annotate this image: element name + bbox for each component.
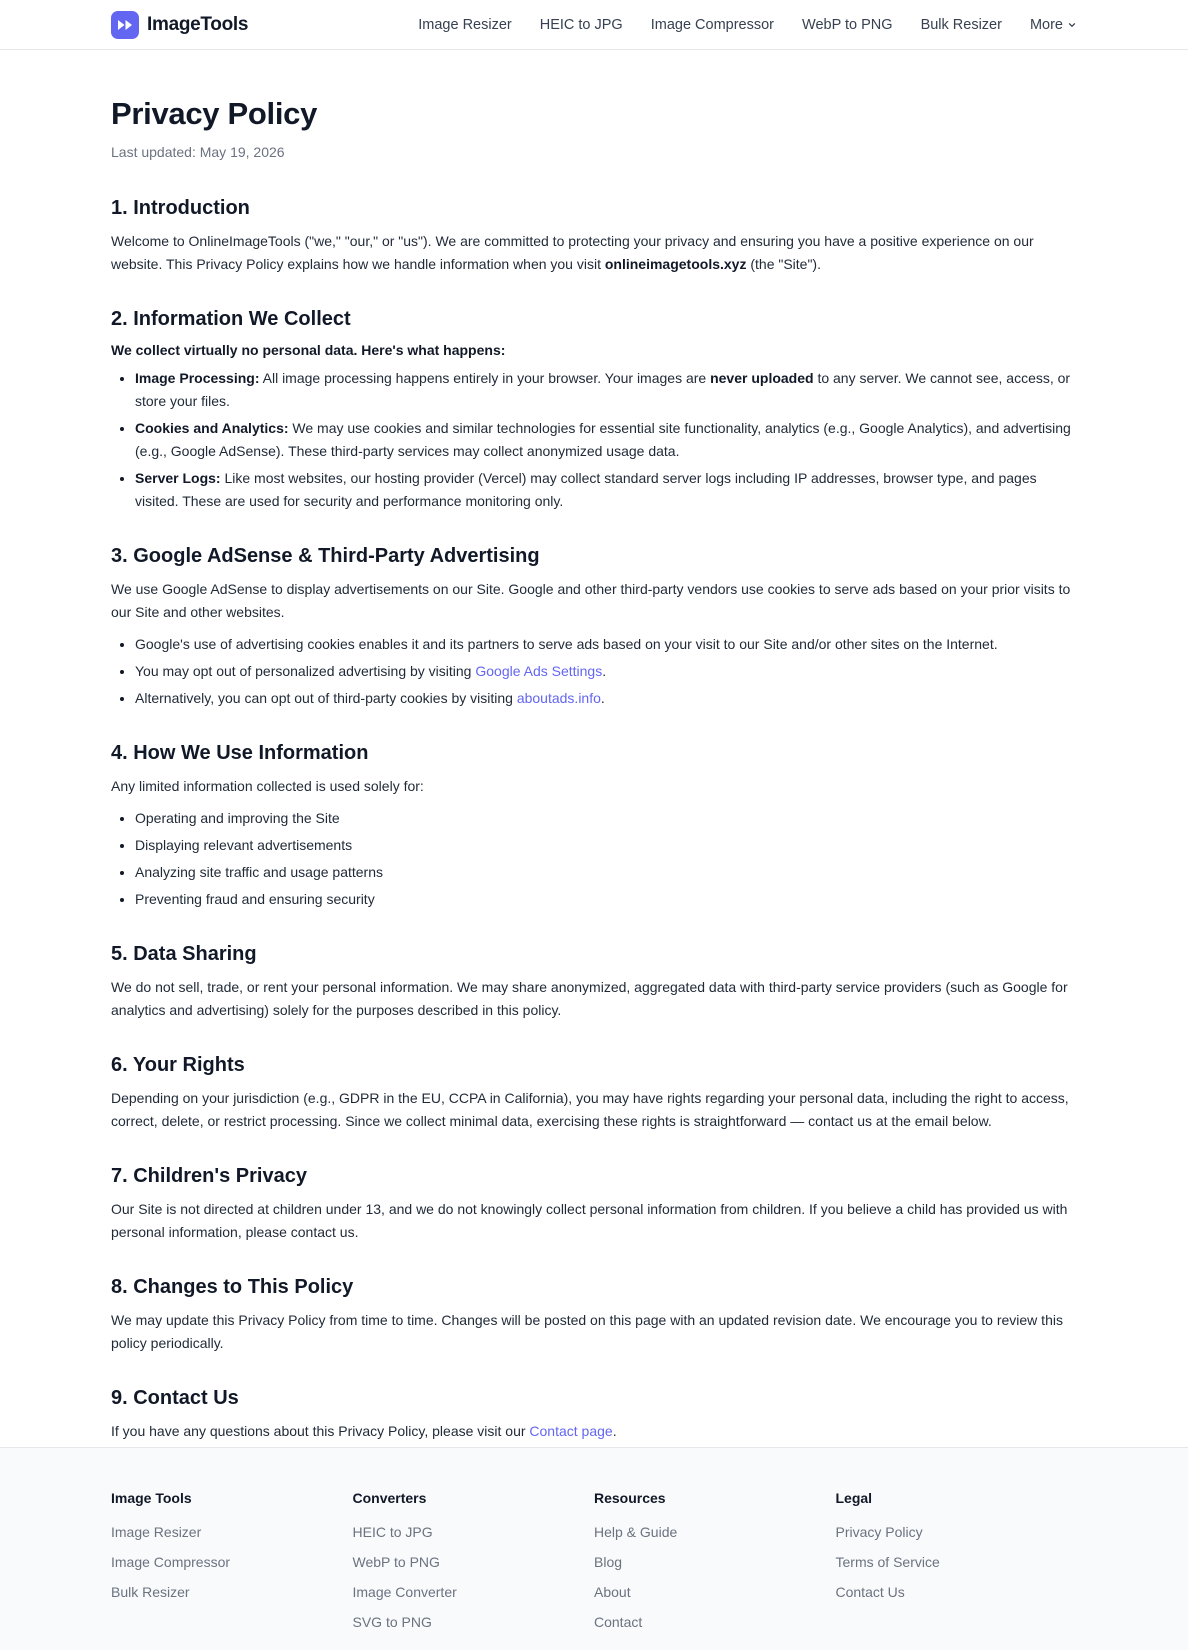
footer-link-webp-to-png[interactable]: WebP to PNG	[352, 1554, 440, 1570]
footer-link-privacy-policy[interactable]: Privacy Policy	[835, 1524, 923, 1540]
section-adsense-text: We use Google AdSense to display advertisements on our Site. Google and other third-party vendors use cookies to serve ads based on your prior visits to our Site and other websites.	[111, 581, 1071, 620]
footer-col-title: Converters	[352, 1490, 427, 1506]
aboutads-link[interactable]: aboutads.info	[516, 690, 601, 706]
item-label: Cookies and Analytics:	[135, 420, 289, 436]
fast-forward-icon	[111, 11, 139, 39]
footer-col-resources	[594, 1490, 836, 1644]
list-item	[135, 367, 1077, 413]
intro-text-start: Welcome to OnlineImageTools ("we," "our," or "us"). We are committed to protecting your privacy and ensuring you have a positive experience on our website. This Privacy Policy explains how we handle information when you visit	[111, 233, 1034, 272]
list-item	[135, 467, 1077, 513]
intro-text-end: (the "Site").	[746, 256, 821, 272]
footer-link-about[interactable]: About	[594, 1584, 631, 1600]
section-info-collect-title: 2. Information We Collect	[111, 308, 351, 330]
footer-link-contact-us[interactable]: Contact Us	[835, 1584, 905, 1600]
item-label: Server Logs:	[135, 470, 221, 486]
item-label: Image Processing:	[135, 370, 260, 386]
section-changes-title: 8. Changes to This Policy	[111, 1276, 354, 1298]
google-ads-settings-link[interactable]: Google Ads Settings	[475, 663, 603, 679]
item-text: to any server. We cannot see, access, or store your files.	[135, 370, 1071, 409]
nav-more-dropdown[interactable]	[1030, 17, 1077, 33]
footer-link-bulk-resizer[interactable]: Bulk Resizer	[111, 1584, 190, 1600]
section-contact-title: 9. Contact Us	[111, 1387, 239, 1409]
item-text: All image processing happens entirely in your browser. Your images are	[259, 370, 711, 386]
footer-link-image-converter[interactable]: Image Converter	[352, 1584, 457, 1600]
footer-link-contact[interactable]: Contact	[594, 1614, 643, 1630]
list-item: • Preventing fraud and ensuring security	[135, 888, 1077, 911]
nav-bulk-resizer[interactable]: Bulk Resizer	[920, 16, 1002, 33]
footer-link-image-resizer[interactable]: Image Resizer	[111, 1524, 202, 1540]
item-text: Alternatively, you can opt out of third-party cookies by visiting	[135, 690, 517, 706]
footer-col-converters	[353, 1490, 595, 1644]
main-nav	[418, 17, 1077, 33]
item-emphasis: never uploaded	[710, 370, 814, 386]
site-header	[0, 0, 1188, 50]
list-item: • Operating and improving the Site	[135, 807, 1077, 830]
list-item	[135, 687, 1077, 710]
section-changes-text: We may update this Privacy Policy from time to time. Changes will be posted on this page with an updated revision date. We encourage you to review this policy periodically.	[111, 1312, 1063, 1351]
section-introduction-title: 1. Introduction	[111, 197, 250, 219]
item-text: .	[602, 663, 607, 679]
site-domain: onlineimagetools.xyz	[604, 256, 747, 272]
nav-webp-to-png[interactable]: WebP to PNG	[802, 16, 893, 33]
list-item: • Displaying relevant advertisements	[135, 834, 1077, 857]
section-introduction-text	[111, 230, 1077, 276]
contact-page-link[interactable]: Contact page	[529, 1423, 613, 1439]
item-text: Like most websites, our hosting provider (Vercel) may collect standard server logs including IP addresses, browser type, and pages visited. These are used for security and performance monitoring only.	[135, 470, 1037, 509]
use-info-list	[111, 807, 1077, 911]
item-text: You may opt out of personalized advertising by visiting	[135, 663, 476, 679]
section-contact-text	[111, 1420, 1077, 1443]
adsense-list	[111, 633, 1077, 710]
section-data-sharing-text: We do not sell, trade, or rent your personal information. We may share anonymized, aggregated data with third-party service providers (such as Google for analytics and advertising) solely for the purposes described in this policy.	[111, 979, 1068, 1018]
contact-text-start: If you have any questions about this Privacy Policy, please visit our	[111, 1423, 530, 1439]
nav-image-compressor[interactable]: Image Compressor	[650, 16, 775, 33]
policy-content	[0, 96, 1188, 1443]
section-data-sharing-title: 5. Data Sharing	[111, 943, 257, 965]
site-footer	[0, 1447, 1188, 1650]
contact-text-end: .	[612, 1423, 617, 1439]
footer-link-heic-to-jpg[interactable]: HEIC to JPG	[352, 1524, 433, 1540]
section-children-text: Our Site is not directed at children under 13, and we do not knowingly collect personal information from children. If you believe a child has provided us with personal information, please contact us.	[111, 1201, 1068, 1240]
brand-link[interactable]	[111, 11, 248, 39]
list-item: • Analyzing site traffic and usage patterns	[135, 861, 1077, 884]
brand-name: ImageTools	[147, 13, 249, 35]
page-title: Privacy Policy	[111, 96, 318, 131]
last-updated: Last updated: May 19, 2026	[111, 144, 285, 160]
footer-link-terms-of-service[interactable]: Terms of Service	[835, 1554, 940, 1570]
section-rights-text: Depending on your jurisdiction (e.g., GDPR in the EU, CCPA in California), you may have rights regarding your personal data, including the right to access, correct, delete, or restrict processing. Since we collect minimal data, exercising these rights is straightforward — contact us at the email below.	[111, 1090, 1069, 1129]
footer-col-title: Legal	[835, 1490, 873, 1506]
list-item	[135, 660, 1077, 683]
section-info-collect-lead: We collect virtually no personal data. Here's what happens:	[111, 342, 506, 358]
footer-col-title: Image Tools	[111, 1490, 192, 1506]
section-rights-title: 6. Your Rights	[111, 1054, 245, 1076]
section-adsense-title: 3. Google AdSense & Third-Party Advertising	[111, 545, 540, 567]
nav-image-resizer[interactable]: Image Resizer	[418, 16, 512, 33]
item-text: We may use cookies and similar technologies for essential site functionality, analytics (e.g., Google Analytics), and advertising (e.g., Google AdSense). These third-party services may collect anonymized usage data.	[135, 420, 1071, 459]
footer-col-title: Resources	[594, 1490, 666, 1506]
item-text: .	[600, 690, 605, 706]
info-collect-list	[111, 367, 1077, 513]
nav-more-label: More	[1029, 16, 1063, 33]
footer-link-svg-to-png[interactable]: SVG to PNG	[352, 1614, 432, 1630]
chevron-down-icon	[1067, 20, 1077, 30]
list-item: • Google's use of advertising cookies enables it and its partners to serve ads based on your visit to our Site and/or other sites on the Internet.	[135, 633, 1077, 656]
section-children-title: 7. Children's Privacy	[111, 1165, 307, 1187]
footer-link-image-compressor[interactable]: Image Compressor	[111, 1554, 231, 1570]
section-use-info-text: Any limited information collected is used solely for:	[111, 778, 424, 794]
footer-link-blog[interactable]: Blog	[594, 1554, 623, 1570]
nav-heic-to-jpg[interactable]: HEIC to JPG	[539, 16, 623, 33]
footer-link-help-guide[interactable]: Help & Guide	[594, 1524, 678, 1540]
section-use-info-title: 4. How We Use Information	[111, 742, 369, 764]
list-item	[135, 417, 1077, 463]
footer-col-image-tools	[111, 1490, 353, 1644]
footer-col-legal	[836, 1490, 1078, 1644]
